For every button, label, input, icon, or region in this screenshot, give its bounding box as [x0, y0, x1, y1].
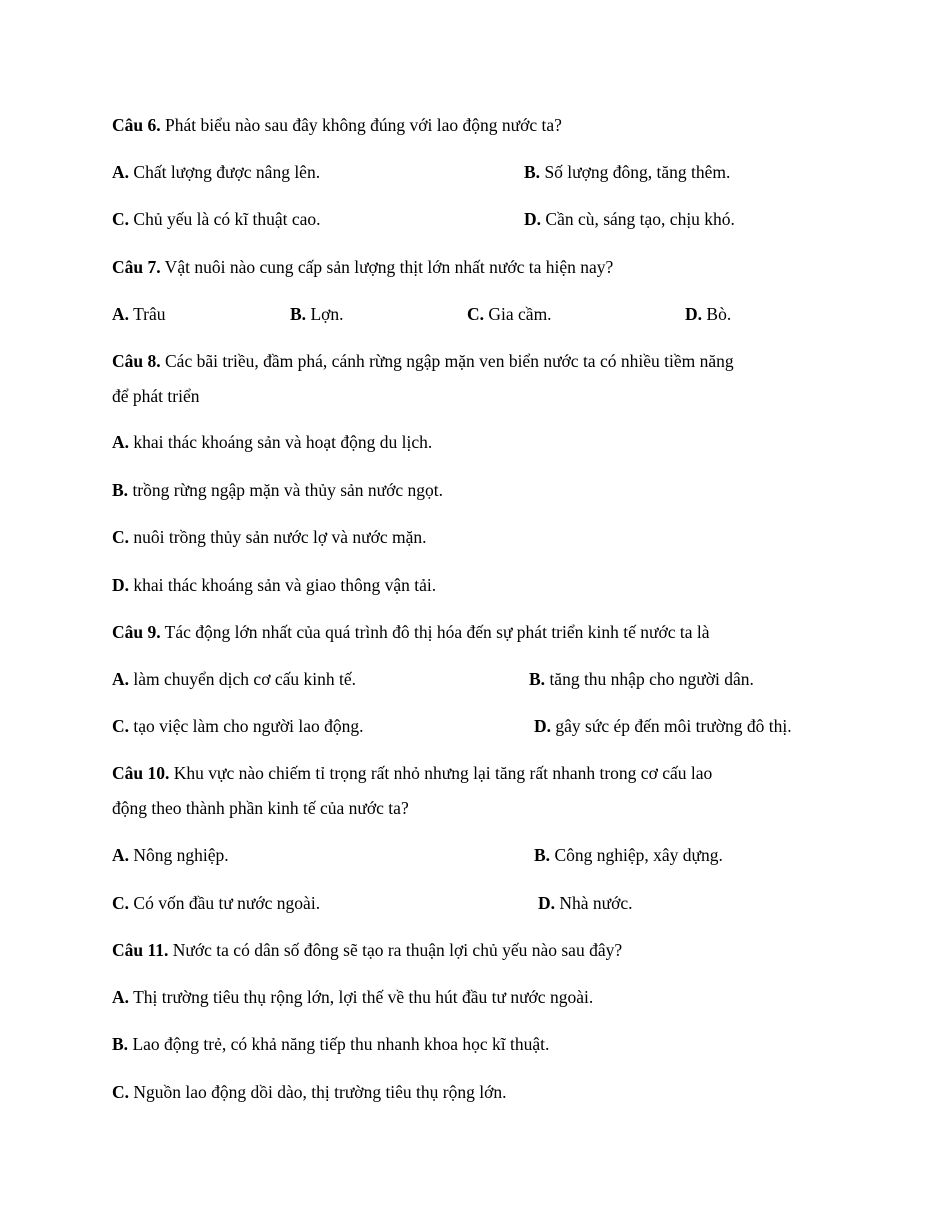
question-text: Khu vực nào chiếm tỉ trọng rất nhỏ nhưng lại tăng rất nhanh trong cơ cấu lao	[169, 763, 713, 783]
q7-option-a[interactable]: A. Trâu	[112, 304, 166, 324]
question-10-continued: động theo thành phần kinh tế của nước ta?	[112, 798, 409, 818]
q6-option-a[interactable]: A. Chất lượng được nâng lên.	[112, 162, 321, 182]
question-8	[112, 350, 734, 372]
q9-option-a[interactable]: A. làm chuyển dịch cơ cấu kinh tế.	[112, 669, 356, 689]
question-11	[112, 939, 622, 961]
question-text: Nước ta có dân số đông sẽ tạo ra thuận lợi chủ yếu nào sau đây?	[168, 940, 623, 960]
q9-option-c[interactable]: C. tạo việc làm cho người lao động.	[112, 716, 364, 736]
q7-option-c[interactable]: C. Gia cầm.	[467, 304, 552, 324]
q6-option-d[interactable]: D. Cần cù, sáng tạo, chịu khó.	[524, 209, 735, 229]
q6-option-b[interactable]: B. Số lượng đông, tăng thêm.	[524, 162, 731, 182]
q7-option-d[interactable]: D. Bò.	[685, 304, 732, 324]
question-6	[112, 114, 562, 136]
q10-option-b[interactable]: B. Công nghiệp, xây dựng.	[534, 845, 723, 865]
question-8-continued: để phát triển	[112, 386, 200, 406]
question-text: Tác động lớn nhất của quá trình đô thị hóa đến sự phát triển kinh tế nước ta là	[160, 622, 710, 642]
question-text: Vật nuôi nào cung cấp sản lượng thịt lớn nhất nước ta hiện nay?	[160, 257, 614, 277]
question-text: Các bãi triều, đầm phá, cánh rừng ngập mặn ven biển nước ta có nhiều tiềm năng	[160, 351, 734, 371]
q6-option-c[interactable]: C. Chủ yếu là có kĩ thuật cao.	[112, 209, 321, 229]
q9-option-d[interactable]: D. gây sức ép đến môi trường đô thị.	[534, 716, 792, 736]
q11-option-b[interactable]: B. Lao động trẻ, có khả năng tiếp thu nhanh khoa học kĩ thuật.	[112, 1034, 550, 1054]
question-9	[112, 621, 710, 643]
question-label: Câu 9.	[112, 622, 161, 642]
question-7	[112, 256, 613, 278]
q10-option-d[interactable]: D. Nhà nước.	[538, 893, 633, 913]
question-label: Câu 7.	[112, 257, 161, 277]
q11-option-c[interactable]: C. Nguồn lao động dồi dào, thị trường tiêu thụ rộng lớn.	[112, 1082, 507, 1102]
question-label: Câu 10.	[112, 763, 170, 783]
question-text: Phát biểu nào sau đây không đúng với lao động nước ta?	[160, 115, 562, 135]
question-label: Câu 11.	[112, 940, 169, 960]
q9-option-b[interactable]: B. tăng thu nhập cho người dân.	[529, 669, 754, 689]
q8-option-c[interactable]: C. nuôi trồng thủy sản nước lợ và nước mặn.	[112, 527, 427, 547]
q10-option-a[interactable]: A. Nông nghiệp.	[112, 845, 229, 865]
question-label: Câu 6.	[112, 115, 161, 135]
q8-option-a[interactable]: A. khai thác khoáng sản và hoạt động du lịch.	[112, 432, 433, 452]
q11-option-a[interactable]: A. Thị trường tiêu thụ rộng lớn, lợi thế về thu hút đầu tư nước ngoài.	[112, 987, 594, 1007]
q7-option-b[interactable]: B. Lợn.	[290, 304, 344, 324]
question-label: Câu 8.	[112, 351, 161, 371]
q8-option-d[interactable]: D. khai thác khoáng sản và giao thông vận tải.	[112, 575, 437, 595]
q10-option-c[interactable]: C. Có vốn đầu tư nước ngoài.	[112, 893, 321, 913]
question-10	[112, 762, 712, 784]
q8-option-b[interactable]: B. trồng rừng ngập mặn và thủy sản nước ngọt.	[112, 480, 444, 500]
